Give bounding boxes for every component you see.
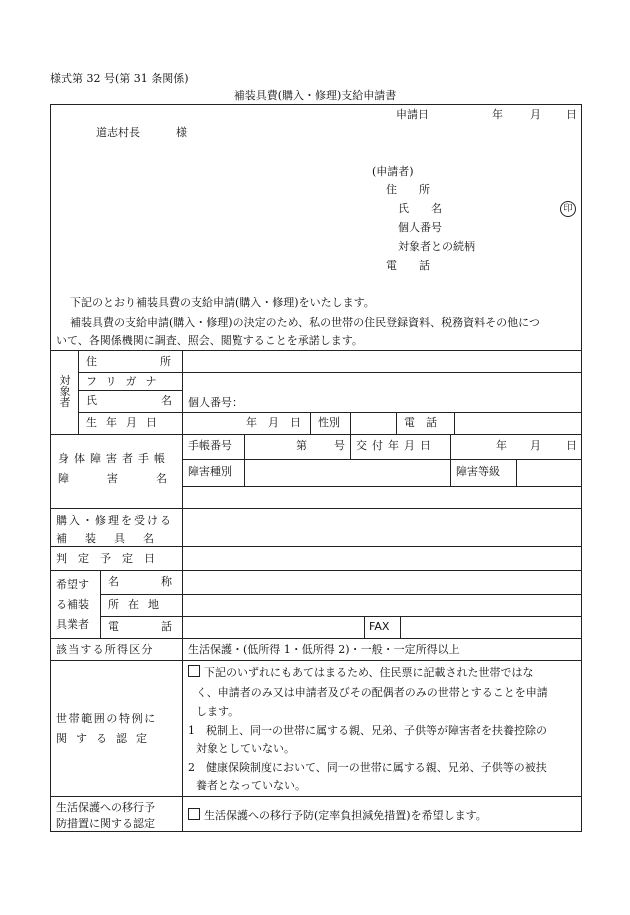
rule bbox=[516, 459, 517, 486]
rule bbox=[182, 350, 183, 832]
seal-mark: 印 bbox=[560, 201, 576, 217]
sex-label: 性別 bbox=[318, 416, 340, 429]
addressee-honorific: 様 bbox=[176, 126, 187, 139]
vendor-label-1: 希望す bbox=[56, 578, 89, 591]
decision-date-label: 判定予定日 bbox=[56, 552, 166, 565]
vendor-label-3: 具業者 bbox=[56, 618, 89, 631]
welfare-option: 生活保護への移行予防(定率負担減免措置)を希望します。 bbox=[188, 808, 487, 823]
rule bbox=[100, 594, 582, 595]
booklet-number-label: 手帳番号 bbox=[188, 439, 232, 452]
device-name-label: 補 装 具 名 bbox=[56, 532, 154, 545]
applicant-address-label: 住 所 bbox=[386, 183, 430, 196]
rule bbox=[350, 434, 351, 459]
disability-name-label: 障 害 名 bbox=[58, 472, 167, 485]
vendor-fax-label: FAX bbox=[369, 620, 390, 633]
household-line-3: します。 bbox=[196, 705, 240, 718]
rule bbox=[400, 616, 401, 638]
date-year: 年 bbox=[492, 108, 503, 121]
date-day: 日 bbox=[566, 108, 577, 121]
applicant-relationship-label: 対象者との続柄 bbox=[398, 240, 475, 253]
addressee: 道志村長 bbox=[96, 126, 140, 139]
household-item-2: 2 健康保険制度において、同一の世帯に属する親、兄弟、子供等の被扶 bbox=[188, 761, 547, 774]
disability-grade-label: 障害等級 bbox=[456, 465, 500, 478]
disability-booklet-label: 身体障害者手帳 bbox=[58, 452, 170, 465]
subject-name-label: 氏 名 bbox=[86, 394, 172, 407]
subject-furigana-label: フリガナ bbox=[86, 375, 166, 388]
household-item-1: 1 税制上、同一の世帯に属する親、兄弟、子供等が障害者を扶養控除の bbox=[188, 724, 547, 737]
vendor-label-2: る補装 bbox=[56, 598, 89, 611]
form-number: 様式第 32 号(第 31 条関係) bbox=[50, 72, 189, 85]
subject-phone-label: 電 話 bbox=[404, 416, 437, 429]
statement-consent: 補装具費の支給申請(購入・修理)の決定のため、私の世帯の住民登録資料、税務資料その他につ bbox=[70, 316, 540, 329]
date-month: 月 bbox=[530, 108, 541, 121]
subject-address-label: 住 所 bbox=[86, 355, 171, 368]
rule bbox=[50, 546, 582, 547]
rule bbox=[350, 412, 351, 434]
rule bbox=[50, 570, 582, 571]
issue-date-label: 交付年月日 bbox=[356, 439, 436, 452]
issue-year: 年 bbox=[496, 439, 507, 452]
rule bbox=[50, 638, 582, 639]
vendor-location-label: 所在地 bbox=[108, 598, 168, 611]
disability-type-label: 障害種別 bbox=[188, 465, 232, 478]
rule bbox=[78, 390, 182, 391]
booklet-go: 号 bbox=[334, 439, 345, 452]
birth-month: 月 bbox=[268, 416, 279, 429]
income-label: 該当する所得区分 bbox=[56, 643, 154, 656]
rule bbox=[50, 796, 582, 797]
statement-consent-cont: いて、各関係機関に調査、照会、閲覧することを承諾します。 bbox=[56, 334, 363, 347]
rule bbox=[100, 616, 582, 617]
household-item-2-cont: 養者となっていない。 bbox=[196, 779, 306, 792]
rule bbox=[50, 508, 582, 509]
rule bbox=[454, 412, 455, 434]
form-title: 補装具費(購入・修理)支給申請書 bbox=[233, 89, 397, 102]
rule bbox=[244, 434, 245, 486]
device-label: 購入・修理を受ける bbox=[56, 514, 173, 527]
statement-request: 下記のとおり補装具費の支給申請(購入・修理)をいたします。 bbox=[70, 296, 375, 309]
rule bbox=[78, 372, 582, 373]
subject-personal-number-label: 個人番号： bbox=[188, 396, 243, 409]
household-label-1: 世帯範囲の特例に bbox=[56, 712, 157, 725]
household-label-2: 関する認定 bbox=[56, 732, 156, 745]
welfare-checkbox[interactable] bbox=[188, 808, 200, 820]
household-line-1: 下記のいずれにもあてはまるため、住民票に記載された世帯ではな bbox=[188, 665, 534, 680]
rule bbox=[364, 616, 365, 638]
income-options: 生活保護・(低所得 1・低所得 2)・一般・一定所得以上 bbox=[188, 643, 460, 656]
applicant-heading: (申請者) bbox=[372, 165, 414, 178]
rule bbox=[50, 350, 582, 351]
rule bbox=[100, 570, 101, 638]
rule bbox=[78, 412, 582, 413]
birth-year: 年 bbox=[246, 416, 257, 429]
issue-day: 日 bbox=[566, 439, 577, 452]
subject-birth-label: 生年月日 bbox=[86, 416, 166, 429]
household-checkbox[interactable] bbox=[188, 665, 200, 677]
vendor-name-label: 名 称 bbox=[108, 575, 172, 588]
rule bbox=[450, 434, 451, 486]
rule bbox=[182, 486, 582, 487]
welfare-label-2: 防措置に関する認定 bbox=[56, 817, 155, 830]
applicant-personal-number-label: 個人番号 bbox=[398, 221, 442, 234]
rule bbox=[78, 350, 79, 434]
rule bbox=[50, 434, 582, 435]
vendor-phone-label: 電 話 bbox=[108, 620, 172, 633]
rule bbox=[50, 660, 582, 661]
rule bbox=[396, 412, 397, 434]
booklet-dai: 第 bbox=[296, 439, 307, 452]
rule bbox=[182, 459, 582, 460]
applicant-name-label: 氏 名 bbox=[398, 202, 442, 215]
birth-day: 日 bbox=[290, 416, 301, 429]
subject-group-label: 対 象 者 bbox=[59, 374, 71, 409]
household-line-2: く、申請者のみ又は申請者及びその配偶者のみの世帯とすることを申請 bbox=[196, 686, 548, 699]
applicant-phone-label: 電 話 bbox=[386, 259, 430, 272]
application-date-label: 申請日 bbox=[396, 108, 429, 121]
household-item-1-cont: 対象としていない。 bbox=[196, 742, 295, 755]
welfare-label-1: 生活保護への移行予 bbox=[56, 801, 155, 814]
issue-month: 月 bbox=[530, 439, 541, 452]
rule bbox=[310, 412, 311, 434]
